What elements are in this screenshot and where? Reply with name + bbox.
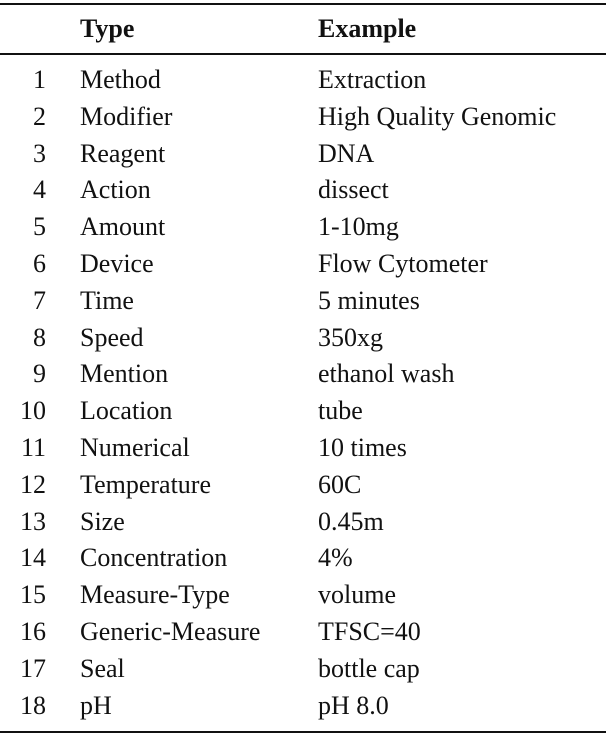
row-example: 10 times	[318, 433, 407, 462]
table-header	[0, 10, 606, 47]
row-number: 13	[20, 506, 46, 536]
row-type: Device	[80, 249, 154, 278]
row-example: 4%	[318, 543, 353, 573]
row-example: pH 8.0	[318, 690, 389, 720]
row-type: Size	[80, 506, 125, 536]
header-type: Type	[80, 14, 135, 43]
row-number: 14	[20, 543, 46, 573]
row-example: volume	[318, 580, 396, 610]
row-type: Temperature	[80, 469, 211, 499]
table-row	[0, 429, 606, 466]
row-example: TFSC=40	[318, 617, 421, 646]
row-example: 60C	[318, 469, 362, 499]
row-number: 6	[33, 249, 46, 278]
table-row	[0, 135, 606, 172]
row-example: 1-10mg	[318, 212, 399, 242]
table-row	[0, 392, 606, 429]
row-number: 3	[33, 138, 46, 168]
table-row	[0, 650, 606, 687]
row-type: Generic-Measure	[80, 617, 261, 646]
header-example: Example	[318, 14, 417, 43]
row-type: Amount	[80, 212, 166, 242]
row-number: 18	[20, 690, 46, 720]
row-example: 350xg	[318, 322, 383, 352]
table-row	[0, 98, 606, 135]
table-row	[0, 171, 606, 208]
row-example: tube	[318, 396, 363, 426]
top-rule	[0, 3, 606, 5]
table-row	[0, 208, 606, 245]
row-number: 9	[33, 359, 46, 389]
table-row	[0, 503, 606, 540]
row-type: pH	[80, 690, 112, 720]
table-row	[0, 61, 606, 98]
row-type: Speed	[80, 322, 144, 352]
row-type: Numerical	[80, 433, 190, 462]
table-row	[0, 576, 606, 613]
row-example: DNA	[318, 138, 375, 168]
table-row	[0, 466, 606, 503]
row-number: 5	[33, 212, 46, 242]
bottom-rule	[0, 731, 606, 733]
row-type: Seal	[80, 653, 125, 683]
row-number: 10	[20, 396, 46, 426]
table-row	[0, 613, 606, 650]
table-row	[0, 282, 606, 319]
row-type: Time	[80, 285, 134, 315]
row-number: 15	[20, 580, 46, 610]
row-type: Method	[80, 65, 161, 94]
row-example: Flow Cytometer	[318, 249, 488, 278]
row-type: Mention	[80, 359, 169, 389]
row-number: 16	[20, 617, 46, 646]
row-number: 17	[20, 653, 46, 683]
row-type: Measure-Type	[80, 580, 230, 610]
row-example: High Quality Genomic	[318, 101, 557, 131]
table-row	[0, 319, 606, 356]
row-type: Concentration	[80, 543, 228, 573]
row-example: 5 minutes	[318, 285, 420, 315]
row-number: 1	[33, 65, 46, 94]
row-number: 7	[33, 285, 46, 315]
row-example: 0.45m	[318, 506, 384, 536]
table-row	[0, 355, 606, 392]
table-row	[0, 245, 606, 282]
row-number: 11	[20, 433, 46, 462]
row-number: 2	[33, 101, 46, 131]
row-example: ethanol wash	[318, 359, 455, 389]
table-row	[0, 687, 606, 724]
header-rule	[0, 53, 606, 55]
row-type: Reagent	[80, 138, 166, 168]
row-example: bottle cap	[318, 653, 420, 683]
row-type: Action	[80, 175, 151, 205]
row-type: Modifier	[80, 101, 173, 131]
row-number: 12	[20, 469, 46, 499]
row-number: 4	[33, 175, 46, 205]
row-example: dissect	[318, 175, 389, 205]
row-type: Location	[80, 396, 173, 426]
row-example: Extraction	[318, 65, 427, 94]
row-number: 8	[33, 322, 46, 352]
table-row	[0, 539, 606, 576]
